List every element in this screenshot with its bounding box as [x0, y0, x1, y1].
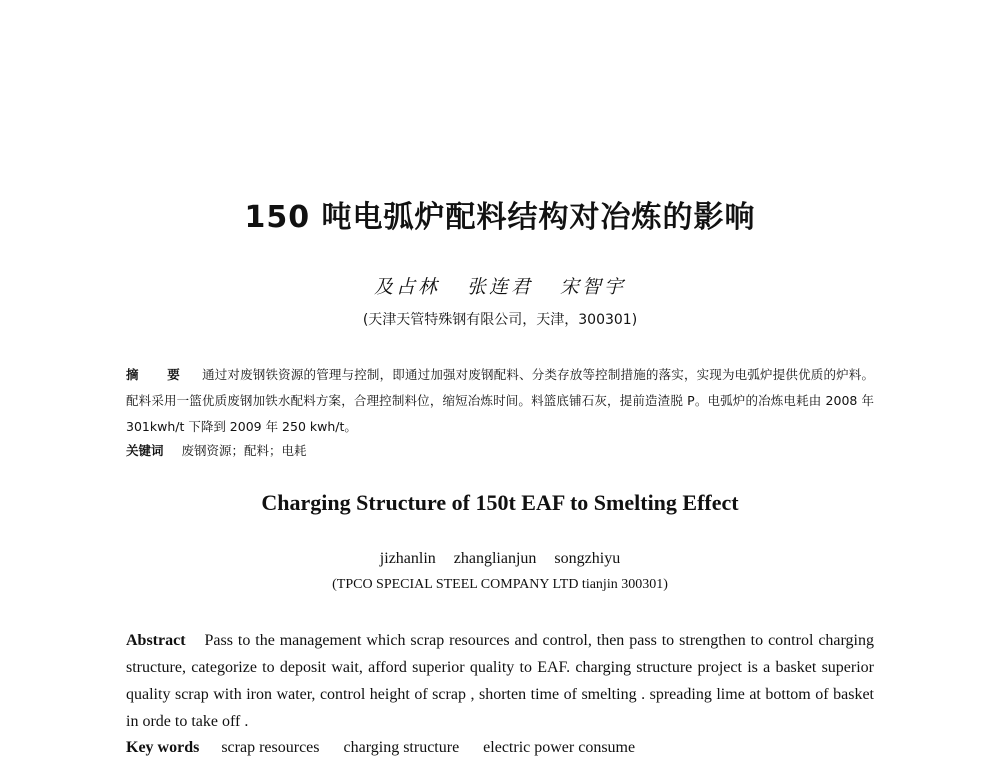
chinese-affiliation: (天津天管特殊钢有限公司，天津，300301) [362, 312, 638, 328]
english-authors: jizhanlin zhanglianjun songzhiyu [379, 550, 621, 567]
english-keywords [126, 736, 874, 760]
chinese-keywords-label: 关键词 [126, 443, 164, 458]
english-abstract-label: Abstract [126, 632, 186, 649]
english-affiliation: (TPCO SPECIAL STEEL COMPANY LTD tianjin 300301) [332, 577, 668, 592]
english-keyword: charging structure [343, 739, 460, 756]
chinese-authors: 及占林 张连君 宋智宇 [373, 276, 627, 298]
english-keyword: scrap resources [221, 739, 320, 756]
chinese-title: 150 吨电弧炉配料结构对冶炼的影响 [244, 200, 756, 235]
chinese-keywords [126, 438, 874, 464]
english-abstract [126, 627, 874, 735]
english-keywords-label: Key words [126, 739, 200, 756]
chinese-abstract-label: 摘 要 [126, 367, 192, 382]
english-abstract-text: Pass to the management which scrap resources and control, then pass to strengthen to control charging structure, categorize to deposit wait, afford superior quality to EAF. charging structure project is a basket superior quality scrap with iron water, control height of scrap , shorten time of smelting . spreading lime at bottom of basket in orde to take off . [126, 632, 875, 730]
chinese-abstract-text: 通过对废钢铁资源的管理与控制，即通过加强对废钢配料、分类存放等控制措施的落实，实现为电弧炉提供优质的炉料。配料采用一篮优质废钢加铁水配料方案，合理控制料位，缩短冶炼时间。料篮底铺石灰，提前造渣脱 P。电弧炉的冶炼电耗由 2008 年 301kwh/t 下降到 2009 年 250 kwh/t。 [126, 367, 874, 434]
english-keyword: electric power consume [483, 739, 636, 756]
chinese-abstract [126, 362, 874, 440]
chinese-keywords-text: 废钢资源；配料；电耗 [181, 443, 307, 458]
english-title: Charging Structure of 150t EAF to Smelting Effect [261, 490, 739, 515]
